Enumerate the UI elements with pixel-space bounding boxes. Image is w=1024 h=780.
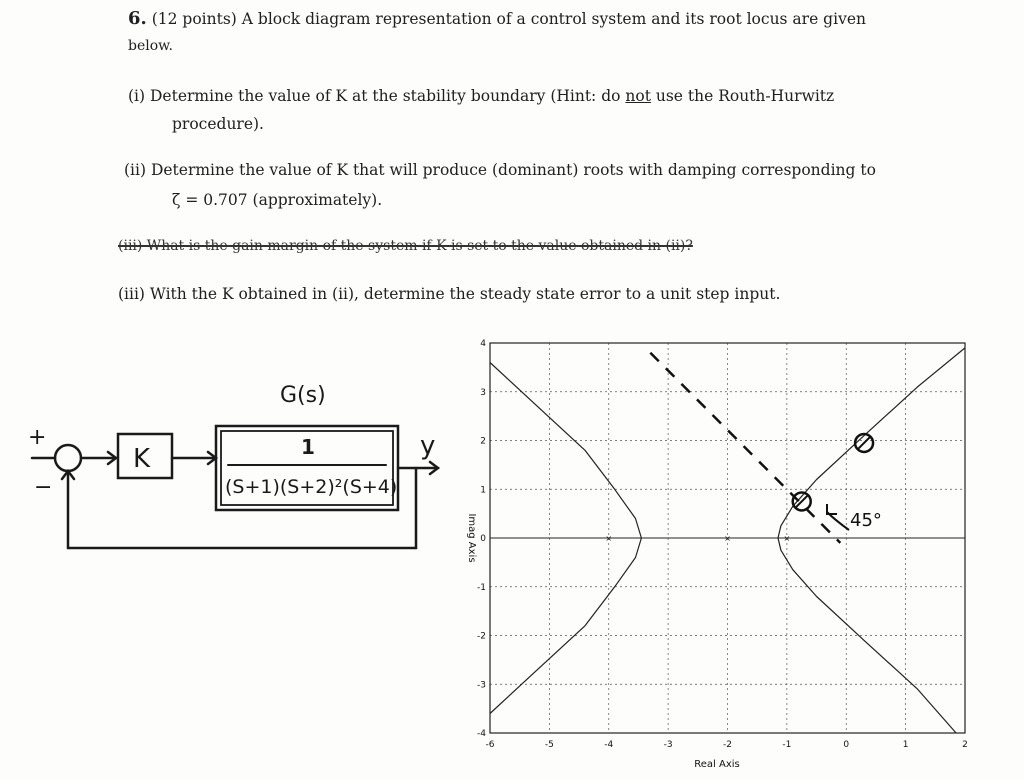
part-i-text: Determine the value of K at the stability boundary (Hint: do — [150, 87, 621, 105]
x-tick-label: -5 — [544, 740, 554, 750]
y-axis-label: Imag Axis — [466, 513, 477, 563]
struck-part-iii: (iii) What is the gain margin of the system if K is set to the value obtained in (ii)? — [118, 238, 693, 254]
question-intro-line2: below. — [128, 38, 173, 54]
x-tick-label: -3 — [663, 740, 673, 750]
y-tick-label: -3 — [477, 680, 486, 691]
part-i-not: not — [625, 87, 651, 105]
plus-sign: + — [28, 425, 47, 450]
part-i-label: (i) — [128, 87, 146, 105]
part-ii-label: (ii) — [124, 161, 147, 179]
question-number: 6. — [128, 8, 147, 29]
output-label: y — [420, 431, 436, 461]
numerator-label: 1 — [301, 435, 315, 459]
y-tick-label: -1 — [477, 582, 486, 593]
y-tick-label: 4 — [480, 339, 486, 349]
gain-label: K — [133, 444, 151, 474]
plant-label: G(s) — [280, 383, 326, 408]
x-tick-label: 1 — [902, 740, 909, 750]
minus-sign: − — [34, 475, 53, 500]
part-ii-line2: ζ = 0.707 (approximately). — [172, 191, 383, 209]
part-i-line1 — [128, 86, 834, 107]
pole-marker: × — [605, 534, 613, 543]
root-locus-chart — [455, 330, 975, 775]
damping-ratio-line — [650, 353, 840, 543]
locus-branch-1 — [778, 348, 965, 733]
part-iii-line — [118, 284, 780, 305]
x-tick-label: 0 — [843, 740, 850, 750]
part-iii-label: (iii) — [118, 285, 145, 303]
part-ii-line1 — [124, 160, 876, 181]
denominator-label: (S+1)(S+2)²(S+4) — [225, 476, 398, 498]
x-tick-label: -2 — [723, 740, 732, 750]
part-ii-text: Determine the value of K that will produce (dominant) roots with damping corresponding to — [150, 161, 876, 179]
y-tick-labels — [477, 339, 486, 739]
question-intro — [128, 8, 866, 30]
x-tick-label: -6 — [485, 740, 495, 750]
x-tick-label: 2 — [962, 740, 968, 750]
part-i-line2: procedure). — [172, 115, 264, 133]
y-tick-label: 0 — [480, 534, 486, 544]
y-tick-label: 2 — [480, 436, 486, 447]
y-tick-label: -2 — [477, 631, 486, 642]
y-tick-label: -4 — [477, 729, 486, 739]
x-tick-label: -4 — [604, 740, 614, 750]
block-diagram — [28, 370, 448, 560]
y-tick-label: 3 — [480, 387, 486, 398]
pole-marker: × — [724, 534, 731, 543]
summing-junction — [55, 445, 81, 471]
x-axis-label: Real Axis — [694, 759, 740, 770]
part-i-tail: use the Routh-Hurwitz — [655, 87, 835, 105]
x-tick-label: -1 — [782, 740, 792, 750]
question-intro-text: (12 points) A block diagram representation of a control system and its root locus are given — [151, 10, 866, 28]
circled-roots — [793, 434, 873, 511]
angle-label: 45° — [850, 510, 882, 531]
y-tick-label: 1 — [480, 485, 486, 496]
x-tick-labels — [486, 740, 968, 750]
part-iii-text: With the K obtained in (ii), determine the steady state error to a unit step input. — [149, 285, 781, 303]
pole-marker: × — [783, 534, 791, 543]
